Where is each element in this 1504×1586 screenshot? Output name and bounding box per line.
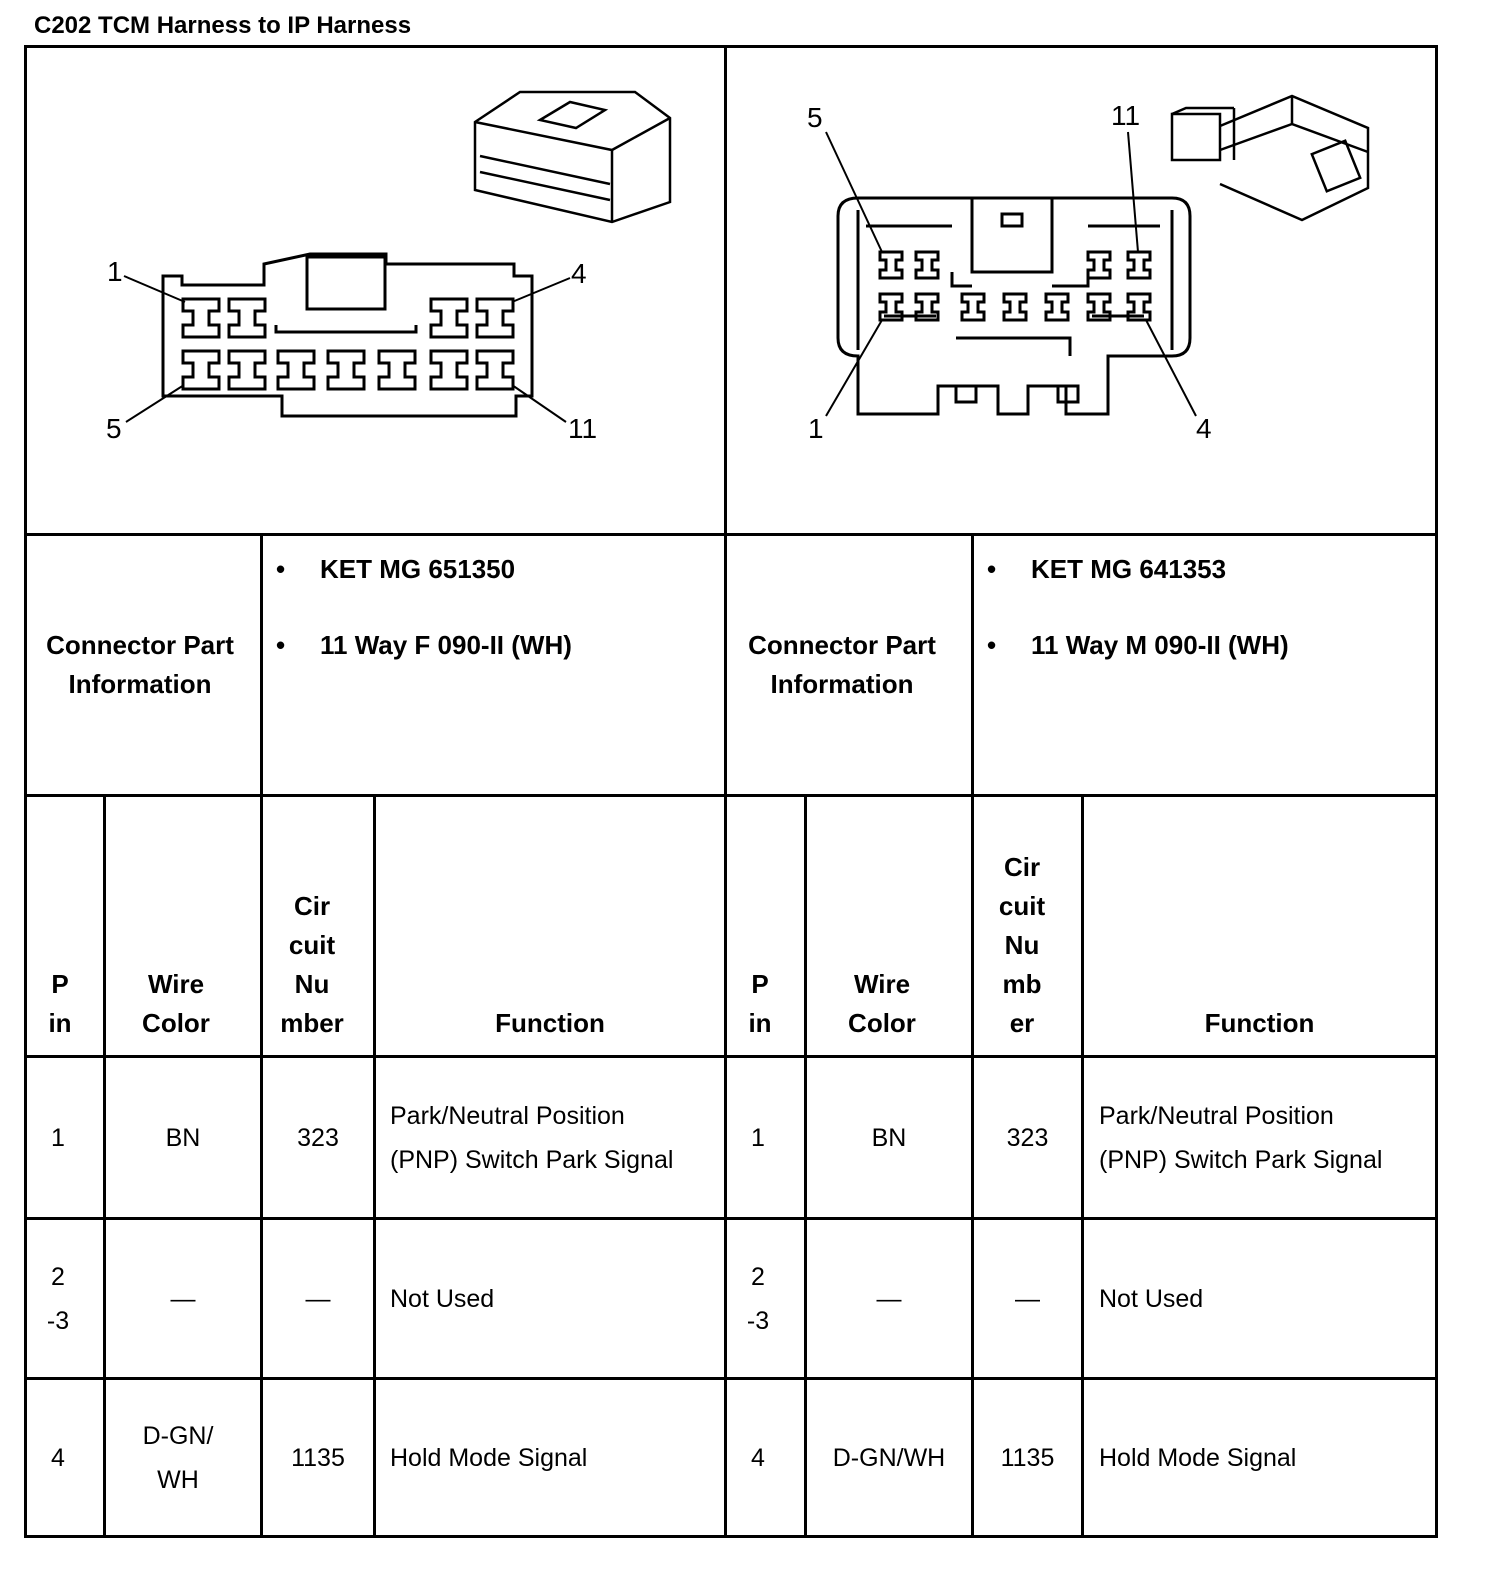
right-row1-pin: 1	[751, 1123, 765, 1152]
left-row1-circuit: 323	[297, 1123, 339, 1152]
right-pin-label-1: 1	[808, 413, 824, 444]
left-row1-pin: 1	[51, 1123, 65, 1152]
left-pin-label-4: 4	[571, 258, 587, 289]
left-part-info-label: Connector Part Information	[46, 630, 234, 699]
right-row3-function: Hold Mode Signal	[1099, 1443, 1297, 1472]
right-pin-label-4: 4	[1196, 413, 1212, 444]
page-title: C202 TCM Harness to IP Harness	[34, 12, 412, 39]
male-connector-diagram	[740, 80, 1430, 460]
right-row1-circuit: 323	[1006, 1123, 1049, 1152]
right-row3-wire: D-GN/WH	[832, 1443, 946, 1472]
right-row1-wire: BN	[871, 1123, 907, 1152]
left-row2-pin: 2 -3	[46, 1262, 70, 1335]
right-pin-label-11: 11	[1111, 100, 1141, 131]
left-row3-function: Hold Mode Signal	[390, 1443, 588, 1472]
right-row3-pin: 4	[751, 1443, 765, 1472]
left-header-circuit-number: Cir cuit Nu mber	[280, 891, 344, 1038]
left-header-function: Function	[495, 1008, 605, 1038]
right-row1-function: Park/Neutral Position (PNP) Switch Park Signal	[1099, 1101, 1383, 1174]
female-connector-diagram	[100, 80, 720, 460]
left-row3-pin: 4	[51, 1443, 65, 1472]
left-row3-circuit: 1135	[291, 1443, 345, 1472]
left-header-wire-color: Wire Color	[142, 969, 210, 1038]
list-item: • 11 Way F 090-II (WH)	[276, 630, 572, 660]
right-header-wire-color: Wire Color	[848, 969, 916, 1038]
left-header-pin: P in	[48, 969, 72, 1038]
left-pin-label-11: 11	[568, 413, 598, 444]
right-row3-circuit: 1135	[1000, 1443, 1055, 1472]
left-row3-wire: D-GN/ WH	[142, 1421, 214, 1494]
list-item: • KET MG 641353	[987, 554, 1227, 584]
right-row2-wire: —	[876, 1284, 902, 1313]
list-item: • 11 Way M 090-II (WH)	[987, 630, 1289, 660]
left-pin-label-1: 1	[107, 256, 123, 287]
list-item: • KET MG 651350	[276, 554, 516, 584]
left-row1-wire: BN	[165, 1123, 201, 1152]
right-header-circuit-number: Cir cuit Nu mb er	[998, 852, 1046, 1038]
right-row2-pin: 2 -3	[746, 1262, 770, 1335]
right-row2-function: Not Used	[1099, 1284, 1204, 1313]
left-pin-label-5: 5	[106, 413, 122, 444]
right-part-info-label: Connector Part Information	[748, 630, 936, 699]
left-row2-circuit: —	[305, 1284, 331, 1313]
right-header-function: Function	[1204, 1008, 1315, 1038]
right-header-pin: P in	[748, 969, 772, 1038]
left-row1-function: Park/Neutral Position (PNP) Switch Park Signal	[390, 1101, 674, 1174]
right-pin-label-5: 5	[807, 102, 823, 133]
left-row2-function: Not Used	[390, 1284, 495, 1313]
right-row2-circuit: —	[1015, 1284, 1040, 1313]
left-row2-wire: —	[170, 1284, 196, 1313]
